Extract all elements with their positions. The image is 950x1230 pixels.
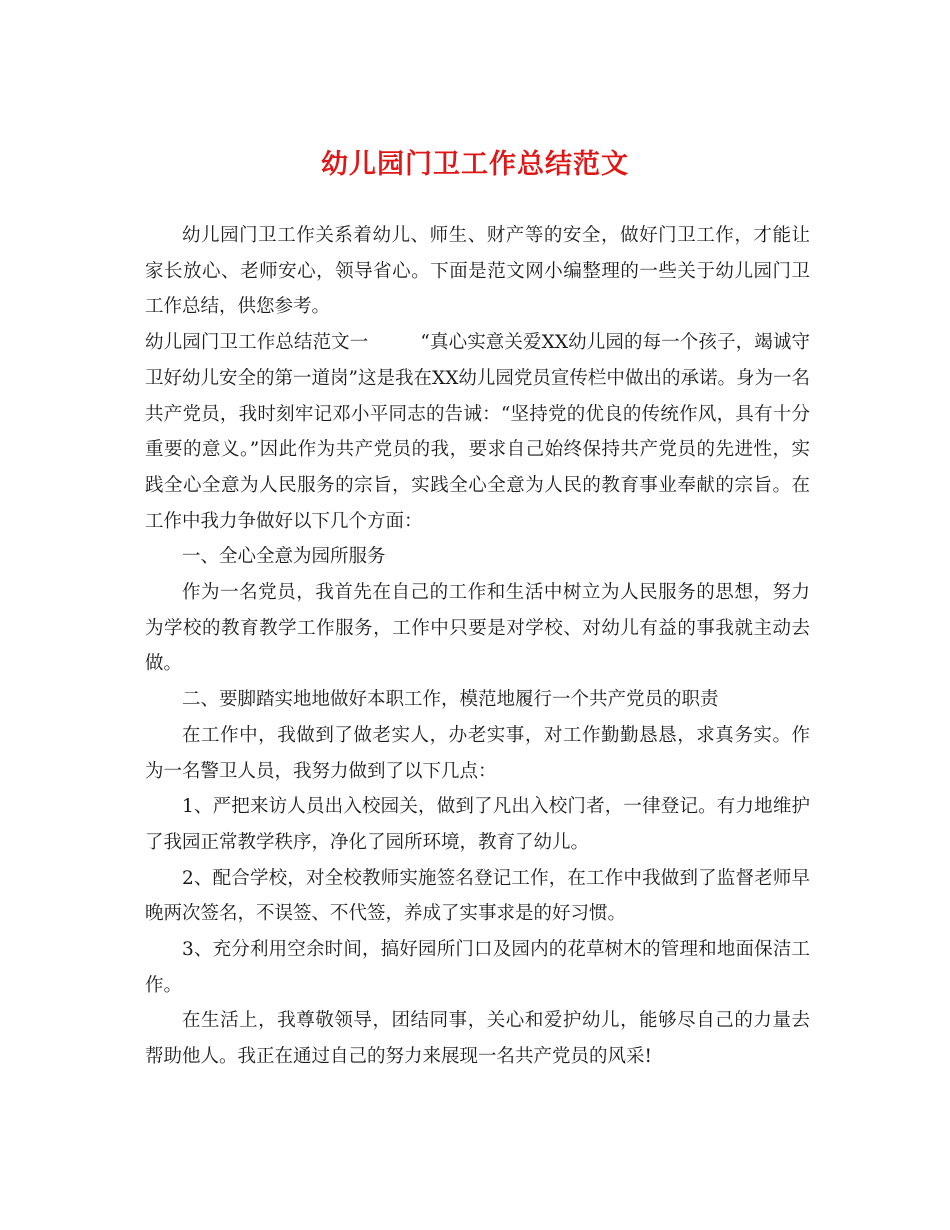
document-title: 幼儿园门卫工作总结范文 (321, 149, 629, 180)
section-one-paragraph (145, 325, 810, 539)
section-heading: 幼儿园门卫工作总结范文一 (145, 332, 369, 354)
subheading-two: 二、要脚踏实地地做好本职工作，模范地履行一个共产党员的职责 (182, 689, 719, 711)
intro-paragraph: 幼儿园门卫工作关系着幼儿、师生、财产等的安全，做好门卫工作，才能让家长放心、老师安心，领导省心。下面是范文网小编整理的一些关于幼儿园门卫工作总结，供您参考。 (145, 225, 810, 318)
section-lead-text: “真心实意关爱XX幼儿园的每一个孩子，竭诚守卫好幼儿安全的第一道岗”这是我在XX幼儿园党员宣传栏中做出的承诺。身为一名共产党员，我时刻牢记邓小平同志的告诫：“坚持党的优良的传统作风，具有十分重要的意义。”因此作为共产党员的我，要求自己始终保持共产党员的先进性，实践全心全意为人民服务的宗旨，实践全心全意为人民的教育事业奉献的宗旨。在工作中我力争做好以下几个方面： (145, 332, 810, 532)
paragraph: 在工作中，我做到了做老实人，办老实事，对工作勤勤恳恳，求真务实。作为一名警卫人员，我努力做到了以下几点： (145, 724, 810, 782)
list-item-3: 3、充分利用空余时间，搞好园所门口及园内的花草树木的管理和地面保洁工作。 (145, 939, 810, 996)
list-item-2: 2、配合学校，对全校教师实施签名登记工作，在工作中我做到了监督老师早晚两次签名，不误签、不代签，养成了实事求是的好习惯。 (145, 867, 810, 925)
document-body (145, 218, 810, 1075)
list-item-1: 1、严把来访人员出入校园关，做到了凡出入校门者，一律登记。有力地维护了我园正常教学秩序，净化了园所环境，教育了幼儿。 (145, 796, 810, 853)
closing-paragraph: 在生活上，我尊敬领导，团结同事，关心和爱护幼儿，能够尽自己的力量去帮助他人。我正在通过自己的努力来展现一名共产党员的风采! (145, 1010, 810, 1068)
paragraph: 作为一名党员，我首先在自己的工作和生活中树立为人民服务的思想，努力为学校的教育教学工作服务，工作中只要是对学校、对幼儿有益的事我就主动去做。 (145, 582, 810, 675)
subheading-one: 一、全心全意为园所服务 (182, 546, 386, 568)
